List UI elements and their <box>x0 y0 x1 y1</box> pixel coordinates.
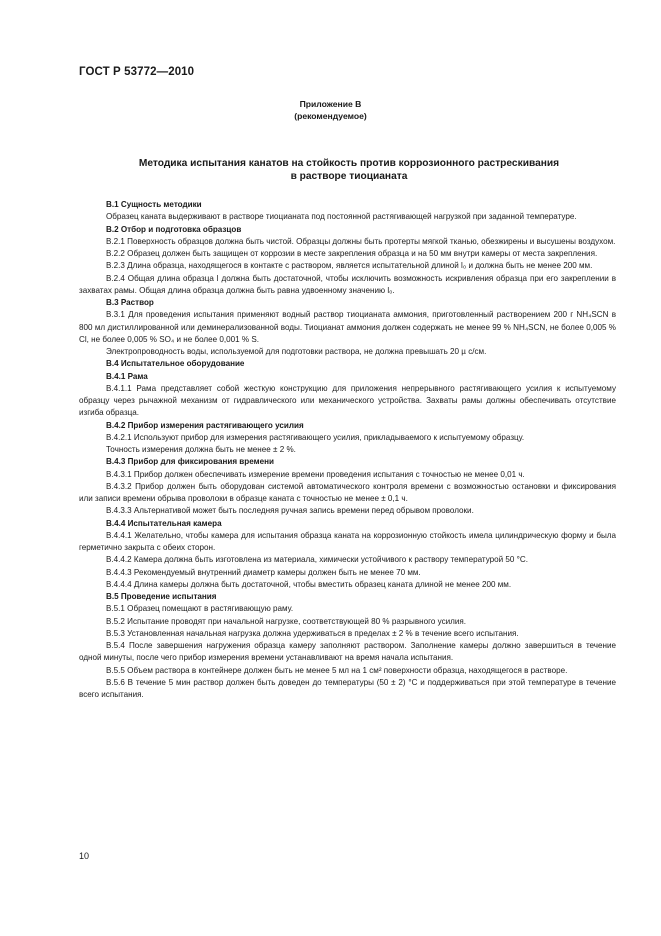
paragraph: В.2.4 Общая длина образца l должна быть достаточной, чтобы исключить возможность искривления образца при его закреплении в захватах рамы. Общая длина образца должна быть равна удвоенному значению l₀. <box>79 273 616 295</box>
paragraph: В.4.3.2 Прибор должен быть оборудован системой автоматического контроля времени с возможностью остановки и фиксирования или записи времени обрыва проволоки в образце каната с точностью не менее ± 0,1 ч. <box>79 481 616 503</box>
section-heading: В.2 Отбор и подготовка образцов <box>106 224 242 234</box>
paragraph: В.4.2.1 Используют прибор для измерения растягивающего усилия, прикладываемого к испытуемому образцу. <box>106 432 525 442</box>
paragraph: В.3.1 Для проведения испытания применяют водный раствор тиоцианата аммония, приготовленный растворением 200 г NH₄SCN в 800 мл дистиллированной или деминерализованной воды. Тиоцианат аммония должен содержать не менее 99 % NH₄SCN, не более 0,005 % Cl, не более 0,005 % SO₄ и не более 0,001 % S. <box>79 310 616 344</box>
paragraph: В.4.3.1 Прибор должен обеспечивать измерение времени проведения испытания с точностью не менее 0,01 ч. <box>106 469 525 479</box>
paragraph: В.4.4.4 Длина камеры должна быть достаточной, чтобы вместить образец каната длиной не менее 200 мм. <box>106 579 512 589</box>
section-heading: В.3 Раствор <box>106 298 154 307</box>
paragraph: В.5.3 Установленная начальная нагрузка должна удерживаться в пределах ± 2 % в течение всего испытания. <box>106 628 519 638</box>
standard-header: ГОСТ Р 53772—2010 <box>79 66 195 78</box>
page-number: 10 <box>79 851 90 861</box>
paragraph: В.5.2 Испытание проводят при начальной нагрузке, соответствующей 80 % разрывного усилия. <box>106 616 467 626</box>
paragraph: В.4.4.3 Рекомендуемый внутренний диаметр камеры должен быть не менее 70 мм. <box>106 567 421 577</box>
paragraph: В.4.3.3 Альтернативой может быть последняя ручная запись времени перед обрывом проволоки. <box>106 506 474 516</box>
paragraph: Точность измерения должна быть не менее ± 2 %. <box>106 445 296 454</box>
paragraph: В.5.5 Объем раствора в контейнере должен быть не менее 5 мл на 1 см² поверхности образца, находящегося в растворе. <box>106 665 568 675</box>
appendix-status: (рекомендуемое) <box>294 111 367 121</box>
section-heading: В.4.1 Рама <box>106 371 148 381</box>
paragraph: В.2.3 Длина образца, находящегося в контакте с раствором, является испытательной длиной l₀ и должна быть не менее 200 мм. <box>106 261 593 271</box>
method-title-line-1: Методика испытания канатов на стойкость против коррозионного растрескивания <box>138 158 560 169</box>
section-heading: В.4 Испытательное оборудование <box>106 359 245 369</box>
paragraph: Электропроводность воды, используемой для подготовки раствора, не должна превышать 20 µ с/см. <box>106 347 487 356</box>
appendix-heading <box>0 98 661 122</box>
paragraph: В.2.2 Образец должен быть защищен от коррозии в месте закрепления образца и на 50 мм внутри камеры от места закрепления. <box>106 249 598 258</box>
paragraph: В.5.6 В течение 5 мин раствор должен быть доведен до температуры (50 ± 2) °С и поддерживаться при этой температуре в течение всего испытания. <box>79 677 616 699</box>
paragraph: В.4.4.1 Желательно, чтобы камера для испытания образца каната на коррозионную стойкость имела цилиндрическую форму и была герметично закрыта с обеих сторон. <box>79 530 616 552</box>
section-heading: В.5 Проведение испытания <box>106 592 217 601</box>
document-body <box>79 199 616 701</box>
paragraph: В.5.1 Образец помещают в растягивающую раму. <box>106 604 294 614</box>
paragraph: В.2.1 Поверхность образцов должна быть чистой. Образцы должны быть протерты мягкой тканью, обезжирены и высушены воздухом. <box>106 236 616 246</box>
section-heading: В.4.2 Прибор измерения растягивающего усилия <box>106 420 304 430</box>
paragraph: В.4.1.1 Рама представляет собой жесткую конструкцию для приложения непрерывного растягивающего усилия к испытуемому образцу через рычажной механизм от гидравлического или механического устройства. Захваты рамы должны обеспечивать отсутствие изгиба образца. <box>79 383 616 418</box>
appendix-title: Приложение В <box>299 99 362 109</box>
paragraph: Образец каната выдерживают в растворе тиоцианата под постоянной растягивающей нагрузкой при заданной температуре. <box>106 212 577 222</box>
paragraph: В.4.4.2 Камера должна быть изготовлена из материала, химически устойчивого к раствору температурой 50 °С. <box>106 555 528 565</box>
paragraph: В.5.4 После завершения нагружения образца камеру заполняют раствором. Заполнение камеры должно завершиться в течение одной минуты, после чего прибор измерения времени устанавливают на время начала испытания. <box>79 641 616 663</box>
section-heading: В.4.3 Прибор для фиксирования времени <box>106 457 274 467</box>
section-heading: В.4.4 Испытательная камера <box>106 518 222 528</box>
method-title-line-2: в растворе тиоцианата <box>290 171 408 182</box>
method-title <box>79 157 619 183</box>
section-heading: В.1 Сущность методики <box>106 200 202 209</box>
